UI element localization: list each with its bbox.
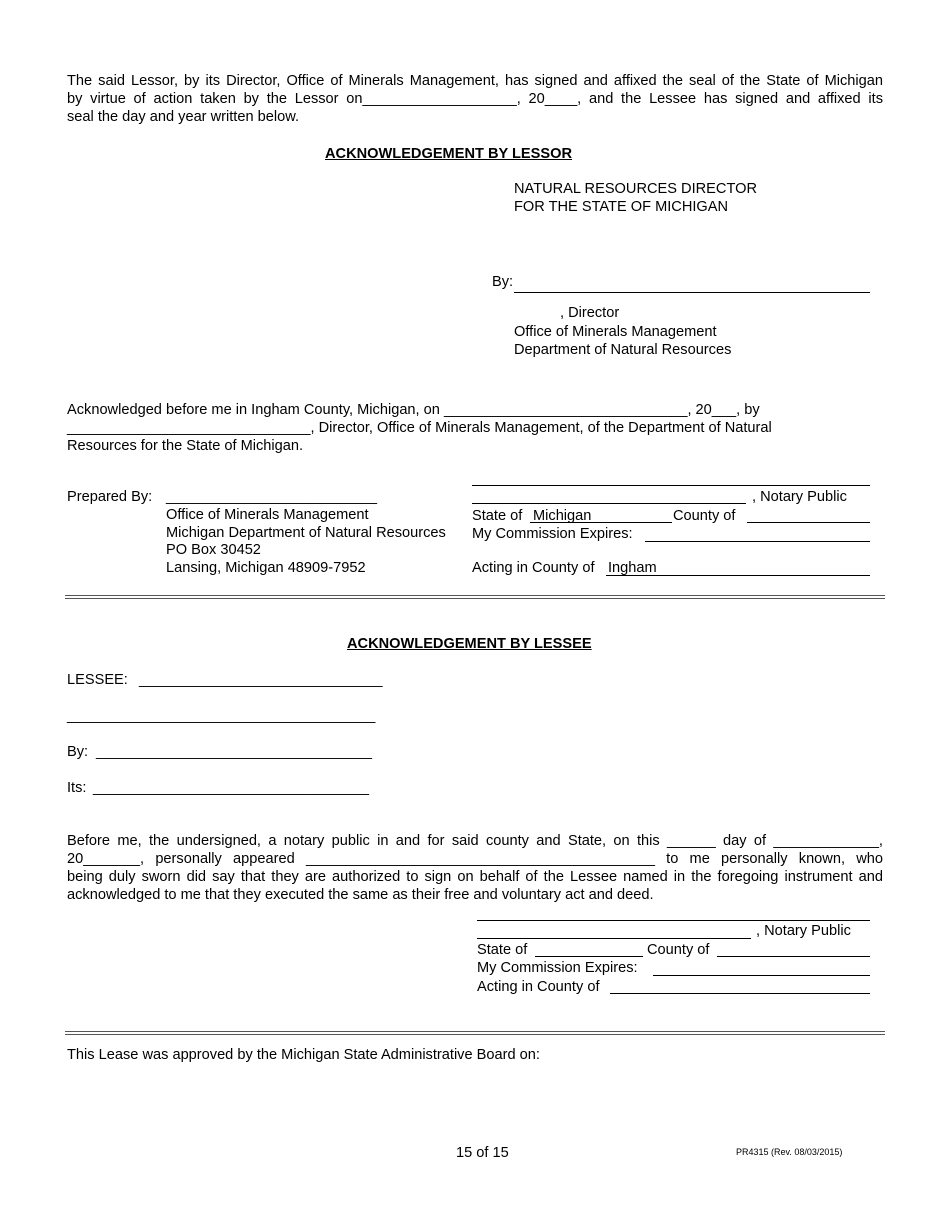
lessee-ack-heading: ACKNOWLEDGEMENT BY LESSEE bbox=[347, 636, 592, 652]
intro-line-2: by virtue of action taken by the Lessor on___________________, 20____, and the Lessee has signed and affixed its bbox=[67, 91, 883, 107]
section-divider-1 bbox=[65, 595, 885, 599]
lessee-ack-paragraph bbox=[67, 832, 883, 904]
lessor-notary-top-line[interactable] bbox=[472, 485, 870, 486]
lessee-acting-label: Acting in County of bbox=[477, 979, 600, 995]
lessee-para-line-1: Before me, the undersigned, a notary public in and for said county and State, on this ______ day of _____________, bbox=[67, 833, 883, 849]
lessee-notary-top-line[interactable] bbox=[477, 920, 870, 921]
page-number: 15 of 15 bbox=[456, 1145, 509, 1161]
prepared-by-department: Michigan Department of Natural Resources bbox=[166, 525, 446, 541]
lessee-commission-label: My Commission Expires: bbox=[477, 960, 638, 976]
lessee-notary-name-line[interactable] bbox=[477, 938, 751, 939]
prepared-by-label: Prepared By: bbox=[67, 489, 153, 505]
lessor-commission-label: My Commission Expires: bbox=[472, 526, 633, 542]
lessee-by-label: By: bbox=[67, 744, 89, 760]
lessee-para-line-4: acknowledged to me that they executed the same as their free and voluntary act and deed. bbox=[67, 887, 654, 903]
lessee-label: LESSEE: bbox=[67, 672, 128, 688]
prepared-by-office: Office of Minerals Management bbox=[166, 507, 369, 523]
prepared-by-city: Lansing, Michigan 48909-7952 bbox=[166, 560, 366, 576]
lessor-state-value: Michigan bbox=[533, 508, 592, 524]
lessee-county-line[interactable] bbox=[717, 956, 870, 957]
lessor-acting-value: Ingham bbox=[608, 560, 657, 576]
director-title-2: FOR THE STATE OF MICHIGAN bbox=[514, 199, 729, 215]
form-id: PR4315 (Rev. 08/03/2015) bbox=[736, 1147, 843, 1157]
lessor-acting-line[interactable] bbox=[606, 575, 870, 576]
lessee-its-blank[interactable]: __________________________________ bbox=[93, 780, 369, 796]
lessor-ack-heading: ACKNOWLEDGEMENT BY LESSOR bbox=[325, 146, 573, 162]
lessor-ack-line-1: Acknowledged before me in Ingham County, Michigan, on ______________________________, 20___, by bbox=[67, 402, 760, 418]
intro-paragraph bbox=[67, 72, 883, 126]
lessor-county-label: County of bbox=[673, 508, 736, 524]
intro-line-1: The said Lessor, by its Director, Office of Minerals Management, has signed and affixed the seal of the State of Michigan bbox=[67, 73, 883, 89]
director-suffix: , Director bbox=[560, 305, 620, 321]
lessee-para-line-3: being duly sworn did say that they are authorized to sign on behalf of the Lessee named in the foregoing instrument and bbox=[67, 869, 883, 885]
lessor-county-line[interactable] bbox=[747, 522, 870, 523]
lessor-ack-line-2: ______________________________, Director, Office of Minerals Management, of the Department of Natural bbox=[67, 420, 772, 436]
section-divider-2 bbox=[65, 1031, 885, 1035]
lessor-state-label: State of bbox=[472, 508, 523, 524]
lessee-county-label: County of bbox=[647, 942, 710, 958]
director-title-1: NATURAL RESOURCES DIRECTOR bbox=[514, 181, 757, 197]
prepared-by-po-box: PO Box 30452 bbox=[166, 542, 261, 558]
lessee-para-line-2: 20_______, personally appeared ___________________________________________ to me personally known, who bbox=[67, 851, 883, 867]
lessor-notary-name-line[interactable] bbox=[472, 503, 746, 504]
lessee-second-blank[interactable]: ______________________________________ bbox=[67, 708, 376, 724]
lessor-signature-line[interactable] bbox=[514, 292, 870, 293]
lessor-notary-public: , Notary Public bbox=[752, 489, 847, 505]
lessor-ack-line-3: Resources for the State of Michigan. bbox=[67, 438, 304, 454]
lessee-its-label: Its: bbox=[67, 780, 87, 796]
lessor-state-line[interactable] bbox=[530, 522, 672, 523]
lessee-acting-line[interactable] bbox=[610, 993, 870, 994]
lessor-acting-label: Acting in County of bbox=[472, 560, 595, 576]
lessee-notary-public: , Notary Public bbox=[756, 923, 851, 939]
lessee-blank[interactable]: ______________________________ bbox=[139, 672, 383, 688]
lessee-by-blank[interactable]: __________________________________ bbox=[96, 744, 372, 760]
intro-line-3: seal the day and year written below. bbox=[67, 109, 300, 125]
lessee-commission-line[interactable] bbox=[653, 975, 870, 976]
lessee-state-line[interactable] bbox=[535, 956, 643, 957]
lessor-commission-line[interactable] bbox=[645, 541, 870, 542]
lessee-state-label: State of bbox=[477, 942, 528, 958]
director-department: Department of Natural Resources bbox=[514, 342, 732, 358]
lessor-by-label: By: bbox=[492, 274, 514, 290]
approval-text: This Lease was approved by the Michigan State Administrative Board on: bbox=[67, 1047, 540, 1063]
prepared-by-blank[interactable]: __________________________ bbox=[166, 489, 378, 505]
director-office: Office of Minerals Management bbox=[514, 324, 717, 340]
